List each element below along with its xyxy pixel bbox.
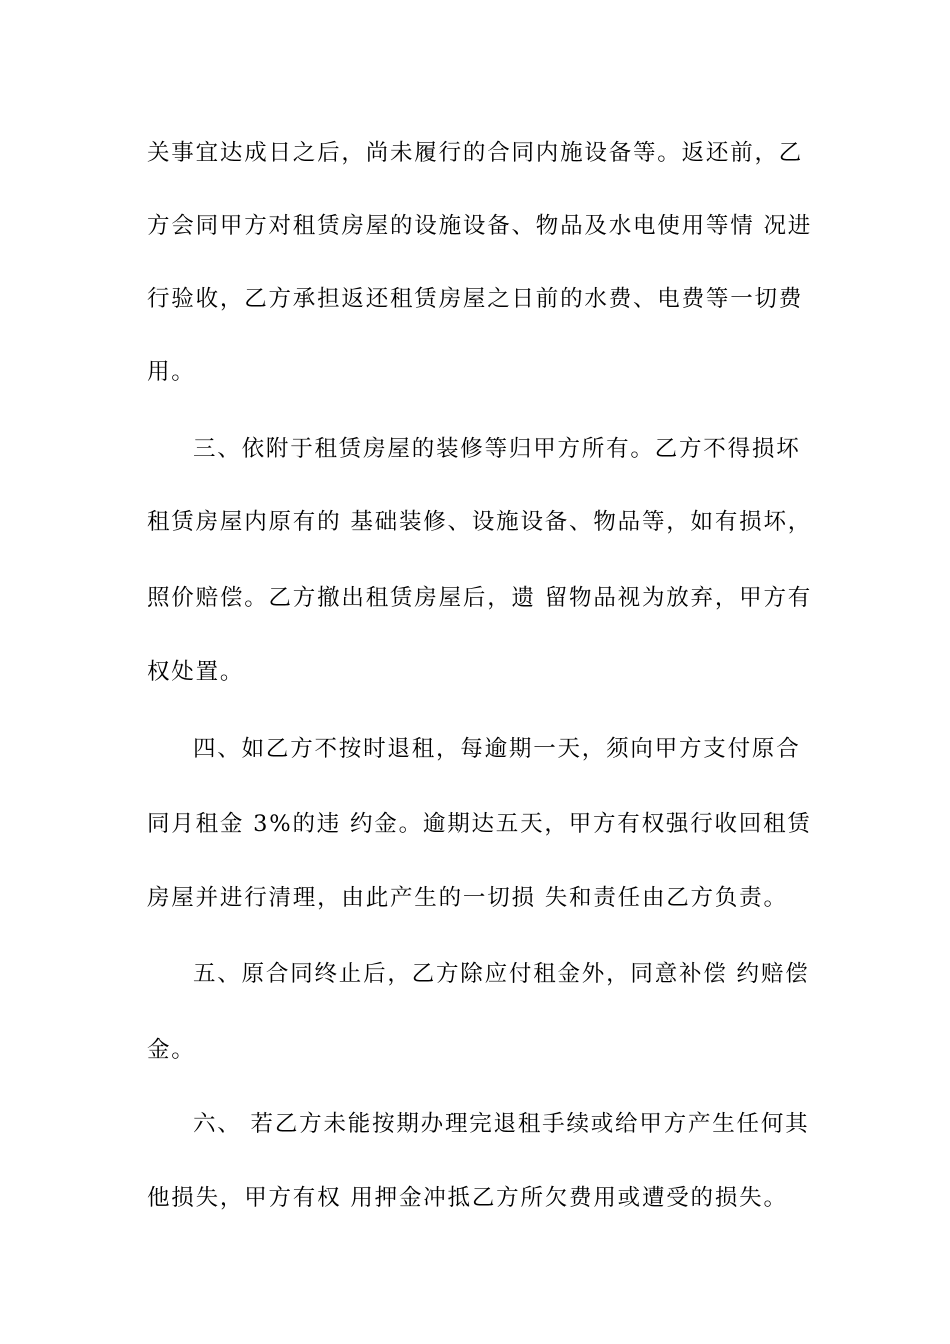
text-line: 权处置。 [147, 659, 245, 685]
paragraph-3-start: 三、依附于租赁房屋的装修等归甲方所有。乙方不得损坏 [193, 436, 801, 462]
paragraph-6-start: 六、 若乙方未能按期办理完退租手续或给甲方产生任何其 [193, 1111, 810, 1137]
paragraph-5-start: 五、原合同终止后，乙方除应付租金外，同意补偿 约赔偿 [193, 961, 810, 987]
text-line: 关事宜达成日之后，尚未履行的合同内施设备等。返还前，乙 [147, 140, 804, 166]
text-line: 租赁房屋内原有的 基础装修、设施设备、物品等，如有损坏， [147, 509, 813, 535]
text-line: 照价赔偿。乙方撤出租赁房屋后，遗 留物品视为放弃，甲方有 [147, 585, 813, 611]
text-line: 金。 [147, 1037, 196, 1063]
text-line: 同月租金 3%的违 约金。逾期达五天，甲方有权强行收回租赁 [147, 811, 812, 837]
text-line: 他损失，甲方有权 用押金冲抵乙方所欠费用或遭受的损失。 [147, 1185, 788, 1211]
paragraph-4-start: 四、如乙方不按时退租，每逾期一天，须向甲方支付原合 [193, 736, 801, 762]
text-line: 行验收，乙方承担返还租赁房屋之日前的水费、电费等一切费 [147, 286, 804, 312]
text-line: 房屋并进行清理，由此产生的一切损 失和责任由乙方负责。 [147, 885, 788, 911]
text-line: 用。 [147, 359, 196, 385]
text-line: 方会同甲方对租赁房屋的设施设备、物品及水电使用等情 况进 [147, 213, 813, 239]
